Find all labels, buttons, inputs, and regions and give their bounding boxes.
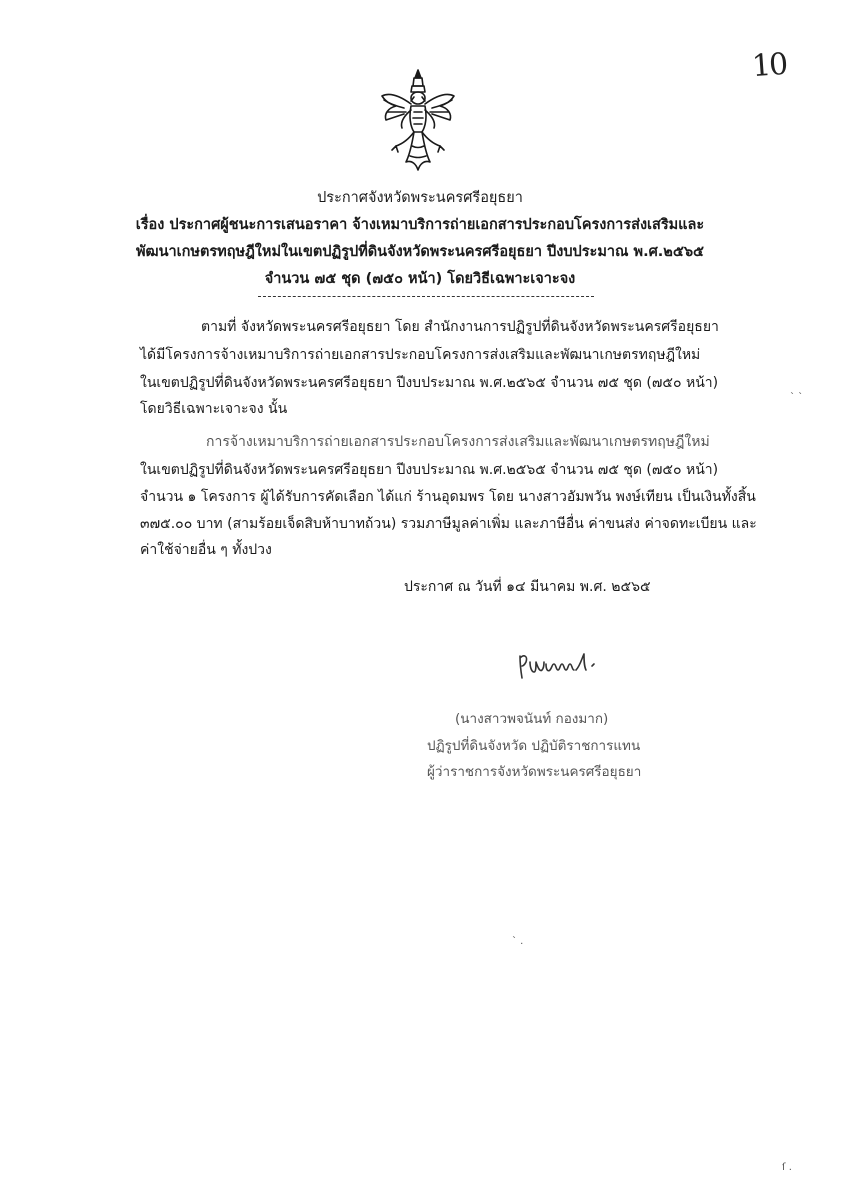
announcement-title: ประกาศจังหวัดพระนครศรีอยุธยา (317, 190, 523, 206)
scan-speck: ſ . (782, 1162, 792, 1173)
paragraph-2-line-2: ในเขตปฏิรูปที่ดินจังหวัดพระนครศรีอยุธยา ปีงบประมาณ พ.ศ.๒๕๖๕ จำนวน ๗๕ ชุด (๗๕๐ หน้า) (140, 462, 719, 478)
header-divider (258, 296, 594, 297)
paragraph-2-line-5: ค่าใช้จ่ายอื่น ๆ ทั้งปวง (140, 542, 272, 558)
signatory-position-2: ผู้ว่าราชการจังหวัดพระนครศรีอยุธยา (427, 764, 642, 780)
signatory-name: (นางสาวพจนันท์ กองมาก) (455, 711, 609, 727)
paragraph-1-line-1: ตามที่ จังหวัดพระนครศรีอยุธยา โดย สำนักงานการปฏิรูปที่ดินจังหวัดพระนครศรีอยุธยา (201, 319, 719, 335)
announcement-date: ประกาศ ณ วันที่ ๑๔ มีนาคม พ.ศ. ๒๕๖๕ (404, 579, 651, 595)
signatory-position-1: ปฏิรูปที่ดินจังหวัด ปฏิบัติราชการแทน (427, 738, 641, 754)
paragraph-2-line-1: การจ้างเหมาบริการถ่ายเอกสารประกอบโครงการส่งเสริมและพัฒนาเกษตรทฤษฎีใหม่ (206, 434, 710, 450)
garuda-emblem-icon (376, 66, 460, 176)
scan-speck: ` ` (790, 392, 804, 403)
subject-line-1: เรื่อง ประกาศผู้ชนะการเสนอราคา จ้างเหมาบริการถ่ายเอกสารประกอบโครงการส่งเสริมและ (135, 217, 705, 233)
subject-line-2: พัฒนาเกษตรทฤษฎีใหม่ในเขตปฏิรูปที่ดินจังหวัดพระนครศรีอยุธยา ปีงบประมาณ พ.ศ.๒๕๖๕ (135, 244, 705, 260)
paragraph-1-line-3: ในเขตปฏิรูปที่ดินจังหวัดพระนครศรีอยุธยา ปีงบประมาณ พ.ศ.๒๕๖๕ จำนวน ๗๕ ชุด (๗๕๐ หน้า) (140, 375, 719, 391)
scan-speck: ` . (512, 936, 524, 947)
page-number: 10 (750, 46, 788, 85)
paragraph-2-line-4: ๓๗๕.๐๐ บาท (สามร้อยเจ็ดสิบห้าบาทถ้วน) รวมภาษีมูลค่าเพิ่ม และภาษีอื่น ค่าขนส่ง ค่าจดทะเบียน และ (140, 516, 757, 532)
paragraph-2-line-3: จำนวน ๑ โครงการ ผู้ได้รับการคัดเลือก ได้แก่ ร้านอุดมพร โดย นางสาวอัมพวัน พงษ์เทียน เป็นเงินทั้งสิ้น (140, 489, 756, 505)
handwritten-signature (514, 648, 604, 682)
paragraph-1-line-2: ได้มีโครงการจ้างเหมาบริการถ่ายเอกสารประกอบโครงการส่งเสริมและพัฒนาเกษตรทฤษฎีใหม่ (140, 347, 701, 363)
paragraph-1-line-4: โดยวิธีเฉพาะเจาะจง นั้น (140, 401, 288, 417)
subject-line-3: จำนวน ๗๕ ชุด (๗๕๐ หน้า) โดยวิธีเฉพาะเจาะจง (264, 271, 576, 287)
